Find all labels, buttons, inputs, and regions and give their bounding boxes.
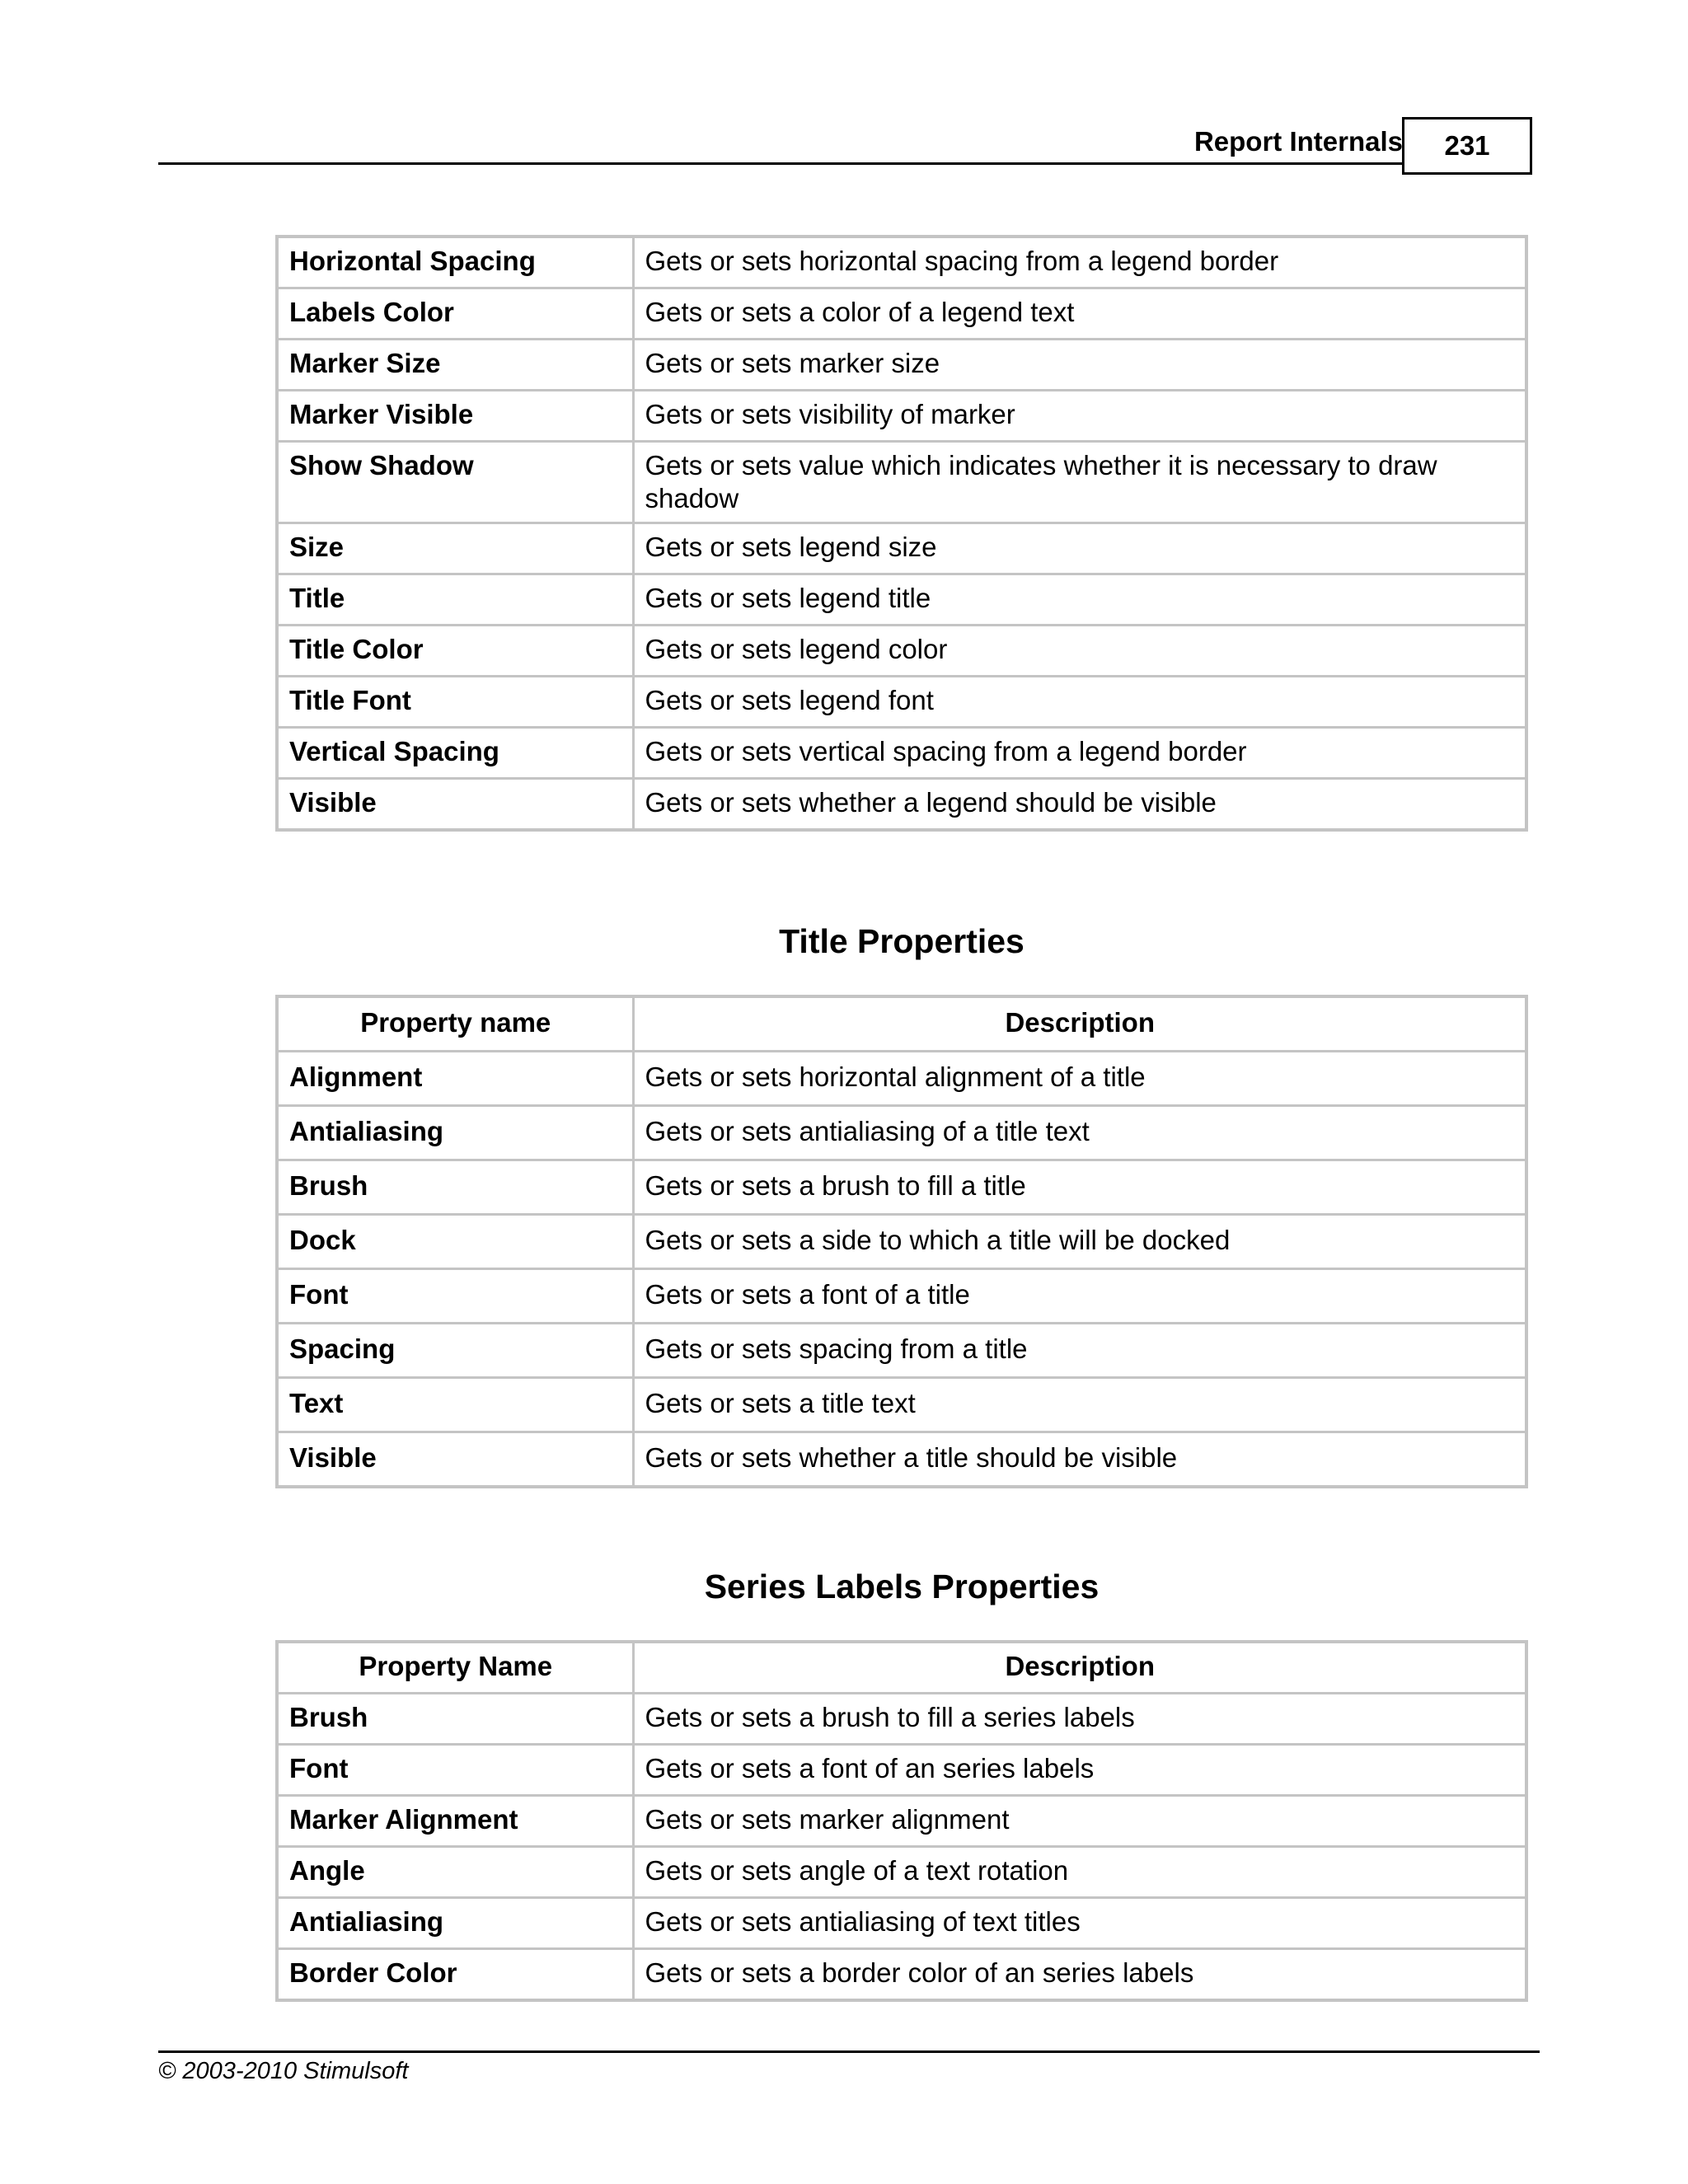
page-number-box [1402, 117, 1532, 175]
property-description-cell: Gets or sets antialiasing of text titles [633, 1898, 1526, 1949]
table-row [277, 626, 1526, 677]
table-row [277, 340, 1526, 391]
table-row [277, 523, 1526, 574]
table-row [277, 1269, 1526, 1324]
table-row [277, 574, 1526, 626]
property-description-cell: Gets or sets a side to which a title will be docked [633, 1215, 1526, 1269]
table-row [277, 237, 1526, 288]
property-name-cell: Marker Size [277, 340, 633, 391]
property-name-cell: Angle [277, 1847, 633, 1898]
legend-properties-table [275, 235, 1528, 832]
property-name-cell: Marker Visible [277, 391, 633, 442]
table-row [277, 779, 1526, 831]
property-name-cell: Show Shadow [277, 442, 633, 523]
column-header-property-name: Property Name [277, 1642, 633, 1694]
table-header-row [277, 996, 1526, 1052]
table-row [277, 728, 1526, 779]
property-description-cell: Gets or sets vertical spacing from a legend border [633, 728, 1526, 779]
property-name-cell: Visible [277, 1432, 633, 1488]
property-name-cell: Antialiasing [277, 1898, 633, 1949]
table-row [277, 1378, 1526, 1432]
property-name-cell: Spacing [277, 1324, 633, 1378]
running-header-section-title: Report Internals [1193, 126, 1403, 157]
property-description-cell: Gets or sets a brush to fill a title [633, 1160, 1526, 1215]
property-name-cell: Labels Color [277, 288, 633, 340]
table-row [277, 1215, 1526, 1269]
property-description-cell: Gets or sets value which indicates whether it is necessary to draw shadow [633, 442, 1526, 523]
property-description-cell: Gets or sets a title text [633, 1378, 1526, 1432]
property-name-cell: Text [277, 1378, 633, 1432]
table-row [277, 1949, 1526, 2001]
title-properties-table [275, 995, 1528, 1488]
property-description-cell: Gets or sets a font of a title [633, 1269, 1526, 1324]
table-row [277, 1796, 1526, 1847]
property-name-cell: Horizontal Spacing [277, 237, 633, 288]
table-row [277, 1160, 1526, 1215]
section-heading-title-properties: Title Properties [779, 922, 1025, 960]
table-row [277, 288, 1526, 340]
property-name-cell: Size [277, 523, 633, 574]
property-description-cell: Gets or sets a border color of an series labels [633, 1949, 1526, 2001]
page-number: 231 [1444, 130, 1490, 161]
table-header-row [277, 1642, 1526, 1694]
table-row [277, 677, 1526, 728]
column-header-description: Description [633, 1642, 1526, 1694]
property-description-cell: Gets or sets marker size [633, 340, 1526, 391]
property-name-cell: Border Color [277, 1949, 633, 2001]
property-name-cell: Brush [277, 1160, 633, 1215]
property-name-cell: Dock [277, 1215, 633, 1269]
property-description-cell: Gets or sets legend font [633, 677, 1526, 728]
series-labels-properties-table [275, 1640, 1528, 2002]
property-name-cell: Alignment [277, 1052, 633, 1106]
property-name-cell: Font [277, 1745, 633, 1796]
table-row [277, 1694, 1526, 1745]
property-description-cell: Gets or sets angle of a text rotation [633, 1847, 1526, 1898]
footer-rule [158, 2050, 1540, 2053]
property-name-cell: Title [277, 574, 633, 626]
property-description-cell: Gets or sets horizontal spacing from a legend border [633, 237, 1526, 288]
property-description-cell: Gets or sets visibility of marker [633, 391, 1526, 442]
property-name-cell: Marker Alignment [277, 1796, 633, 1847]
table-row [277, 391, 1526, 442]
footer-copyright: © 2003-2010 Stimulsoft [158, 2058, 409, 2084]
property-description-cell: Gets or sets spacing from a title [633, 1324, 1526, 1378]
property-description-cell: Gets or sets legend color [633, 626, 1526, 677]
table-row [277, 1106, 1526, 1160]
property-name-cell: Title Color [277, 626, 633, 677]
property-description-cell: Gets or sets horizontal alignment of a title [633, 1052, 1526, 1106]
property-description-cell: Gets or sets legend size [633, 523, 1526, 574]
property-description-cell: Gets or sets marker alignment [633, 1796, 1526, 1847]
column-header-description: Description [633, 996, 1526, 1052]
property-name-cell: Vertical Spacing [277, 728, 633, 779]
section-heading-series-labels-properties: Series Labels Properties [704, 1568, 1100, 1605]
table-row [277, 1432, 1526, 1488]
property-name-cell: Title Font [277, 677, 633, 728]
column-header-property-name: Property name [277, 996, 633, 1052]
table-row [277, 1898, 1526, 1949]
table-row [277, 1847, 1526, 1898]
property-name-cell: Visible [277, 779, 633, 831]
property-name-cell: Brush [277, 1694, 633, 1745]
header-rule [158, 162, 1403, 165]
property-description-cell: Gets or sets legend title [633, 574, 1526, 626]
table-row [277, 1324, 1526, 1378]
property-description-cell: Gets or sets antialiasing of a title text [633, 1106, 1526, 1160]
property-description-cell: Gets or sets whether a legend should be visible [633, 779, 1526, 831]
property-description-cell: Gets or sets a color of a legend text [633, 288, 1526, 340]
property-name-cell: Antialiasing [277, 1106, 633, 1160]
property-description-cell: Gets or sets a font of an series labels [633, 1745, 1526, 1796]
property-description-cell: Gets or sets whether a title should be visible [633, 1432, 1526, 1488]
table-row [277, 1052, 1526, 1106]
table-row [277, 442, 1526, 523]
table-row [277, 1745, 1526, 1796]
property-description-cell: Gets or sets a brush to fill a series labels [633, 1694, 1526, 1745]
property-name-cell: Font [277, 1269, 633, 1324]
